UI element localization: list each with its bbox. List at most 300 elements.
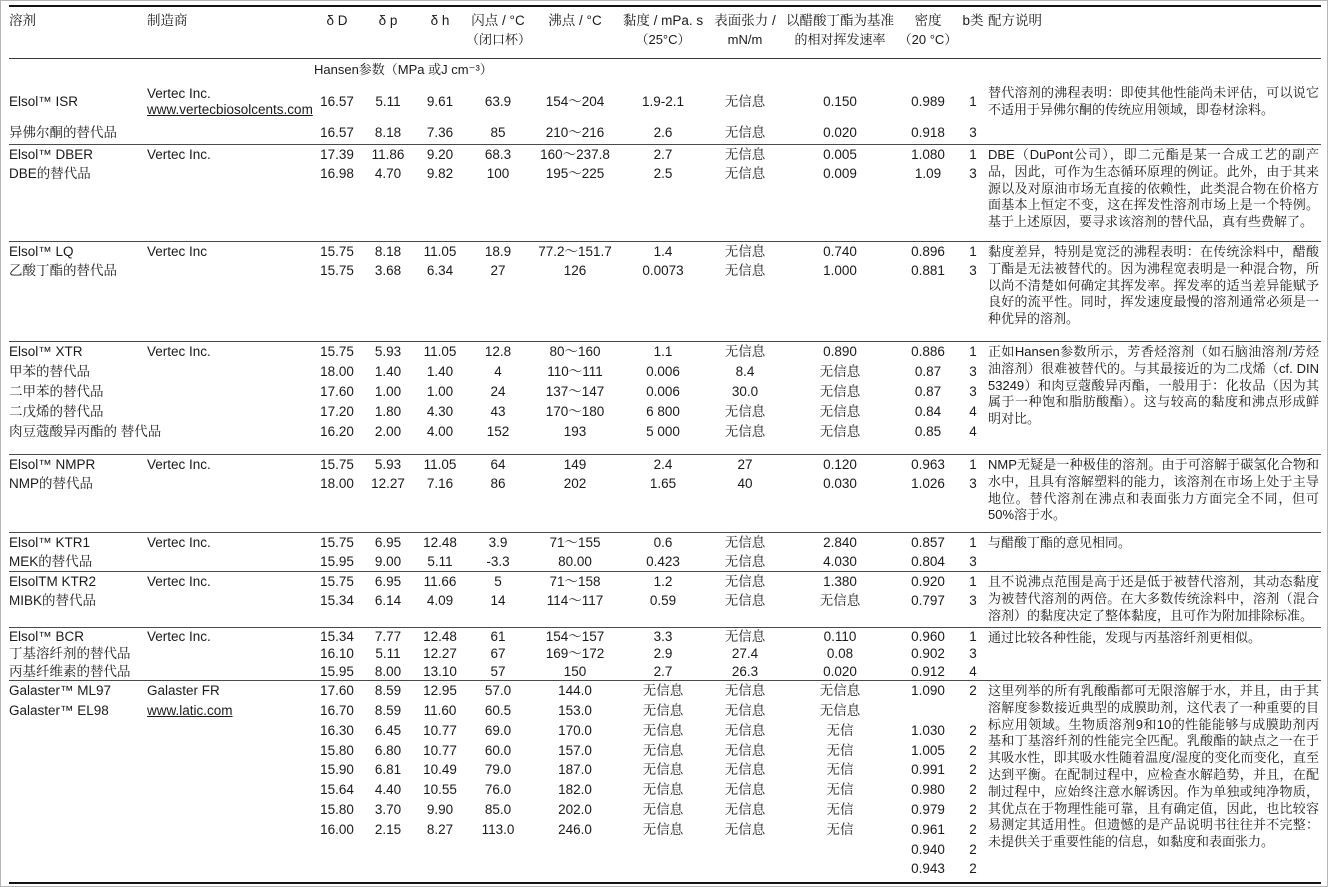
density: 0.989 bbox=[911, 94, 945, 110]
delta-p: 1.40 bbox=[374, 364, 402, 380]
boiling-point: 202.0 bbox=[558, 801, 592, 817]
flash-point: 3.9 bbox=[488, 534, 508, 550]
solvent-block bbox=[9, 681, 1321, 884]
delta-d: 15.75 bbox=[320, 263, 354, 279]
delta-d: 15.75 bbox=[320, 573, 354, 589]
density: 0.979 bbox=[911, 801, 945, 817]
table-body bbox=[9, 83, 1321, 884]
surface-tension: 无信息 bbox=[724, 534, 766, 550]
density: 0.87 bbox=[914, 364, 942, 380]
delta-p: 8.59 bbox=[374, 702, 402, 718]
delta-d: 17.60 bbox=[320, 683, 354, 699]
table-row bbox=[9, 572, 986, 592]
surface-tension: 无信息 bbox=[724, 801, 766, 817]
solvent-block bbox=[9, 572, 1321, 628]
density: 0.960 bbox=[911, 628, 945, 644]
flash-point: 113.0 bbox=[481, 821, 515, 837]
table-row bbox=[9, 533, 986, 553]
delta-d: 15.34 bbox=[320, 628, 354, 644]
delta-d: 16.70 bbox=[320, 702, 354, 718]
boiling-point: 110～111 bbox=[547, 364, 603, 380]
solvent-block-rows bbox=[9, 628, 986, 680]
table-row bbox=[9, 165, 986, 185]
table-row bbox=[9, 740, 986, 760]
delta-d: 16.57 bbox=[320, 125, 354, 141]
col-header-boiling-point: 沸点 / °C bbox=[548, 13, 602, 28]
surface-tension: 无信息 bbox=[724, 628, 766, 644]
surface-tension: 无信息 bbox=[724, 166, 766, 182]
solvent-name: 丁基溶纤剂的替代品 bbox=[9, 646, 131, 662]
b-class: 1 bbox=[969, 344, 977, 360]
delta-p: 8.18 bbox=[374, 243, 402, 259]
delta-d: 15.64 bbox=[320, 782, 354, 798]
delta-p: 2.15 bbox=[374, 821, 402, 837]
evaporation-rate: 0.890 bbox=[823, 344, 857, 360]
table-row bbox=[9, 422, 986, 442]
surface-tension: 无信息 bbox=[724, 404, 766, 420]
col-header-delta-h: δ h bbox=[430, 13, 450, 28]
delta-h: 4.00 bbox=[426, 424, 454, 440]
manufacturer bbox=[147, 703, 312, 719]
delta-p: 5.11 bbox=[375, 94, 401, 110]
table-row bbox=[9, 721, 986, 741]
delta-h: 6.34 bbox=[426, 263, 454, 279]
density: 0.980 bbox=[911, 782, 945, 798]
b-class: 2 bbox=[969, 801, 977, 817]
delta-h: 12.95 bbox=[423, 683, 457, 699]
b-class: 3 bbox=[969, 476, 977, 492]
delta-h: 4.30 bbox=[426, 404, 454, 420]
delta-h: 9.82 bbox=[426, 166, 454, 182]
col-header-surface-tension: 表面张力 / mN/m bbox=[714, 13, 776, 47]
solvent-name: 乙酸丁酯的替代品 bbox=[9, 263, 117, 279]
table-row bbox=[9, 402, 986, 422]
delta-h: 12.27 bbox=[423, 646, 457, 662]
manufacturer: Galaster FR bbox=[147, 683, 220, 699]
flash-point: 60.5 bbox=[484, 702, 512, 718]
solvent-name: Elsol™ BCR bbox=[9, 628, 85, 644]
evaporation-rate: 0.030 bbox=[823, 476, 857, 492]
solvent-name: Elsol™ XTR bbox=[9, 344, 83, 360]
boiling-point: 169～172 bbox=[545, 646, 605, 662]
table-row bbox=[9, 83, 986, 121]
solvent-name: Galaster™ ML97 bbox=[9, 683, 112, 699]
flash-point: 4 bbox=[494, 364, 502, 380]
solvent-block bbox=[9, 242, 1321, 342]
density: 0.857 bbox=[911, 534, 945, 550]
surface-tension: 无信息 bbox=[724, 742, 766, 758]
delta-p: 5.93 bbox=[374, 456, 402, 472]
hansen-parameters-subheader: Hansen参数（MPa 或J cm⁻³） bbox=[314, 62, 493, 77]
flash-point: 76.0 bbox=[484, 782, 512, 798]
b-class: 3 bbox=[969, 554, 977, 570]
evaporation-rate: 无信 bbox=[826, 821, 854, 837]
solvent-name: 甲苯的替代品 bbox=[9, 364, 90, 380]
b-class: 3 bbox=[969, 125, 977, 141]
boiling-point: 154～157 bbox=[545, 628, 605, 644]
b-class: 1 bbox=[969, 243, 977, 259]
b-class: 2 bbox=[969, 742, 977, 758]
manufacturer-url: www.vertecbiosolcents.com bbox=[147, 102, 313, 117]
boiling-point: 153.0 bbox=[558, 702, 592, 718]
delta-h: 7.16 bbox=[426, 476, 454, 492]
delta-p: 6.80 bbox=[374, 742, 402, 758]
delta-d: 18.00 bbox=[320, 364, 354, 380]
delta-h: 5.11 bbox=[427, 554, 453, 570]
formulation-note: 这里列举的所有乳酸酯都可无限溶解于水，并且，由于其溶解度参数接近典型的成膜助剂，这代表了一种重要的目标应用领域。生物质溶剂9和10的性能能够与成膜助剂丙基和丁基溶纤剂的性能完全匹配。乳酸酯的缺点之一在于其吸水性，即其吸水性随着温度/湿度的变化而变化，直至达到平衡。在配制过程中，应检查水解趋势，并且，在配制过程中，应始终注意水解诱因。作为单独或纯净物质，其优点在于物理性能可靠，且有确定值，因此，也比较容易测定其适用性。但遗憾的是产品说明书往往并不完整：未提供关于重要性能的信息，如黏度和表面张力。 bbox=[988, 683, 1319, 850]
boiling-point: 71～155 bbox=[549, 534, 601, 550]
delta-d: 15.95 bbox=[320, 554, 354, 570]
b-class: 2 bbox=[969, 722, 977, 738]
surface-tension: 30.0 bbox=[731, 384, 759, 400]
viscosity: 0.6 bbox=[653, 534, 673, 550]
table-row bbox=[9, 592, 986, 612]
delta-h: 10.77 bbox=[423, 722, 457, 738]
b-class: 1 bbox=[969, 94, 977, 110]
solvent-name: ElsolTM KTR2 bbox=[9, 573, 97, 589]
delta-d: 16.00 bbox=[320, 821, 354, 837]
delta-p: 11.86 bbox=[371, 146, 405, 162]
boiling-point: 77.2～151.7 bbox=[538, 243, 612, 259]
solvent-block-rows bbox=[9, 455, 986, 532]
density: 0.918 bbox=[911, 125, 945, 141]
table-row bbox=[9, 242, 986, 262]
flash-point: 57.0 bbox=[484, 683, 512, 699]
col-header-solvent: 溶剂 bbox=[9, 13, 36, 28]
surface-tension: 无信息 bbox=[724, 782, 766, 798]
delta-h: 12.48 bbox=[423, 534, 457, 550]
surface-tension: 无信息 bbox=[724, 683, 766, 699]
surface-tension: 27 bbox=[737, 456, 753, 472]
col-header-formulation-notes: 配方说明 bbox=[988, 13, 1042, 28]
flash-point: 60.0 bbox=[484, 742, 512, 758]
table-row bbox=[9, 701, 986, 721]
delta-d: 16.57 bbox=[320, 94, 354, 110]
delta-p: 1.80 bbox=[374, 404, 402, 420]
b-class: 4 bbox=[969, 663, 977, 679]
surface-tension: 无信息 bbox=[724, 702, 766, 718]
table-row bbox=[9, 859, 986, 879]
delta-p: 3.70 bbox=[374, 801, 402, 817]
evaporation-rate: 无信息 bbox=[819, 702, 861, 718]
delta-d: 17.60 bbox=[320, 384, 354, 400]
delta-d: 17.20 bbox=[320, 404, 354, 420]
density: 1.005 bbox=[911, 742, 945, 758]
viscosity: 0.59 bbox=[649, 593, 677, 609]
manufacturer: Vertec Inc. bbox=[147, 456, 211, 472]
viscosity: 无信息 bbox=[642, 742, 684, 758]
surface-tension: 无信息 bbox=[724, 593, 766, 609]
manufacturer: Vertec Inc. bbox=[147, 628, 211, 644]
flash-point: 86 bbox=[490, 476, 506, 492]
solvent-name: 肉豆蔻酸异丙酯的 替代品 bbox=[9, 424, 162, 440]
viscosity: 0.0073 bbox=[642, 263, 684, 279]
evaporation-rate: 无信息 bbox=[819, 404, 861, 420]
delta-d: 17.39 bbox=[320, 146, 354, 162]
density: 0.940 bbox=[911, 841, 945, 857]
density: 0.920 bbox=[911, 573, 945, 589]
evaporation-rate: 0.120 bbox=[823, 456, 857, 472]
delta-d: 15.34 bbox=[320, 593, 354, 609]
viscosity: 2.7 bbox=[653, 663, 673, 679]
flash-point: 67 bbox=[490, 646, 506, 662]
manufacturer: Vertec Inc. bbox=[147, 573, 211, 589]
delta-p: 1.00 bbox=[374, 384, 402, 400]
b-class: 1 bbox=[969, 456, 977, 472]
formulation-note: 替代溶剂的沸程表明：即使其他性能尚未评估，可以说它不适用于异佛尔酮的传统应用领域，即卷材涂料。 bbox=[988, 85, 1319, 117]
delta-p: 8.59 bbox=[374, 683, 402, 699]
solvent-name: Elsol™ DBER bbox=[9, 146, 94, 162]
boiling-point: 154～204 bbox=[545, 94, 605, 110]
formulation-note: 与醋酸丁酯的意见相同。 bbox=[988, 535, 1132, 550]
solvent-name: 二戊烯的替代品 bbox=[9, 404, 104, 420]
boiling-point: 170.0 bbox=[558, 722, 592, 738]
viscosity: 2.9 bbox=[653, 646, 673, 662]
table-header-row bbox=[9, 5, 1321, 59]
col-header-delta-p: δ p bbox=[378, 13, 398, 28]
b-class: 2 bbox=[969, 782, 977, 798]
delta-d: 15.75 bbox=[320, 243, 354, 259]
flash-point: 68.3 bbox=[484, 146, 512, 162]
delta-h: 1.40 bbox=[426, 364, 454, 380]
evaporation-rate: 0.740 bbox=[823, 243, 857, 259]
density: 0.902 bbox=[911, 646, 945, 662]
density: 1.09 bbox=[914, 166, 942, 182]
delta-p: 8.00 bbox=[374, 663, 402, 679]
solvent-name: 丙基纤维素的替代品 bbox=[9, 663, 131, 679]
viscosity: 无信息 bbox=[642, 762, 684, 778]
delta-h: 7.36 bbox=[426, 125, 454, 141]
boiling-point: 80～160 bbox=[549, 344, 601, 360]
flash-point: 100 bbox=[486, 166, 510, 182]
solvent-block-rows bbox=[9, 572, 986, 627]
viscosity: 无信息 bbox=[642, 722, 684, 738]
col-header-evaporation-rate: 以醋酸丁酯为基准 的相对挥发速率 bbox=[786, 13, 894, 47]
boiling-point: 144.0 bbox=[558, 683, 592, 699]
delta-h: 1.00 bbox=[426, 384, 454, 400]
delta-d: 15.75 bbox=[320, 534, 354, 550]
surface-tension: 26.3 bbox=[731, 663, 759, 679]
density: 1.030 bbox=[911, 722, 945, 738]
delta-h: 8.27 bbox=[426, 821, 454, 837]
table-row bbox=[9, 646, 986, 664]
delta-p: 3.68 bbox=[374, 263, 402, 279]
b-class: 1 bbox=[969, 534, 977, 550]
manufacturer: Vertec Inc. bbox=[147, 534, 211, 550]
b-class: 3 bbox=[969, 263, 977, 279]
formulation-note: DBE（DuPont公司），即二元酯是某一合成工艺的副产品，因此，可作为生态循环原理的例证。此外，由于其来源以及对原油市场无直接的依赖性，此类混合物在价格方面基本上恒定不变，这在挥发性溶剂市场上是一个特例。基于上述原因，要寻求该溶剂的替代品，真有些费解了。 bbox=[988, 147, 1319, 230]
flash-point: 12.8 bbox=[484, 344, 512, 360]
evaporation-rate: 2.840 bbox=[823, 534, 857, 550]
col-header-manufacturer: 制造商 bbox=[147, 13, 188, 28]
flash-point: 14 bbox=[490, 593, 506, 609]
surface-tension: 无信息 bbox=[724, 344, 766, 360]
flash-point: 69.0 bbox=[484, 722, 512, 738]
boiling-point: 157.0 bbox=[558, 742, 592, 758]
col-header-delta-d: δ D bbox=[326, 13, 348, 28]
solvent-name: NMP的替代品 bbox=[9, 476, 93, 492]
evaporation-rate: 0.150 bbox=[823, 94, 857, 110]
manufacturer: Vertec Inc. bbox=[147, 146, 211, 162]
solvent-name: DBE的替代品 bbox=[9, 166, 91, 182]
evaporation-rate: 无信 bbox=[826, 762, 854, 778]
density: 0.881 bbox=[911, 263, 945, 279]
b-class: 3 bbox=[969, 384, 977, 400]
surface-tension: 无信息 bbox=[724, 125, 766, 141]
viscosity: 无信息 bbox=[642, 782, 684, 798]
surface-tension: 无信息 bbox=[724, 722, 766, 738]
flash-point: -3.3 bbox=[486, 554, 510, 570]
flash-point: 18.9 bbox=[484, 243, 512, 259]
evaporation-rate: 1.380 bbox=[823, 573, 857, 589]
delta-h: 9.20 bbox=[426, 146, 454, 162]
manufacturer: Vertec Inc. www.vertecbiosolcents.com bbox=[147, 86, 313, 117]
solvent-name: 二甲苯的替代品 bbox=[9, 384, 104, 400]
delta-p: 5.93 bbox=[374, 344, 402, 360]
solvent-block bbox=[9, 628, 1321, 681]
flash-point: 152 bbox=[486, 424, 510, 440]
delta-d: 16.98 bbox=[320, 166, 354, 182]
density: 1.080 bbox=[911, 146, 945, 162]
surface-tension: 无信息 bbox=[724, 821, 766, 837]
delta-p: 6.45 bbox=[374, 722, 402, 738]
surface-tension: 27.4 bbox=[731, 646, 759, 662]
delta-p: 6.81 bbox=[374, 762, 402, 778]
evaporation-rate: 0.110 bbox=[823, 628, 857, 644]
density: 0.963 bbox=[911, 456, 945, 472]
delta-h: 10.49 bbox=[423, 762, 457, 778]
b-class: 2 bbox=[969, 841, 977, 857]
viscosity: 2.7 bbox=[653, 146, 673, 162]
density: 0.87 bbox=[914, 384, 942, 400]
table-row bbox=[9, 820, 986, 840]
viscosity: 0.423 bbox=[646, 554, 680, 570]
table-row bbox=[9, 681, 986, 701]
col-header-flash-point: 闪点 / °C （闭口杯） bbox=[466, 13, 532, 47]
surface-tension: 无信息 bbox=[724, 263, 766, 279]
table-row bbox=[9, 382, 986, 402]
evaporation-rate: 4.030 bbox=[823, 554, 857, 570]
viscosity: 1.2 bbox=[653, 573, 673, 589]
flash-point: 27 bbox=[490, 263, 506, 279]
viscosity: 6 800 bbox=[646, 404, 680, 420]
formulation-note: 正如Hansen参数所示，芳香烃溶剂（如石脑油溶剂/芳烃油溶剂）很难被替代的。与其最接近的为二戊烯（cf. DIN 53249）和肉豆蔻酸异丙酯，一般用于：化妆品（因为其属于一种饱和脂肪酸酯）。这与较高的黏度和沸点形成鲜明对比。 bbox=[988, 344, 1319, 427]
viscosity: 5 000 bbox=[646, 424, 680, 440]
evaporation-rate: 0.005 bbox=[823, 146, 857, 162]
delta-p: 12.27 bbox=[371, 476, 405, 492]
solvent-name: MIBK的替代品 bbox=[9, 593, 97, 609]
b-class: 1 bbox=[969, 573, 977, 589]
boiling-point: 246.0 bbox=[558, 821, 592, 837]
delta-p: 4.70 bbox=[374, 166, 402, 182]
viscosity: 1.1 bbox=[653, 344, 673, 360]
delta-p: 8.18 bbox=[374, 125, 402, 141]
delta-h: 4.09 bbox=[426, 593, 454, 609]
delta-d: 15.80 bbox=[320, 742, 354, 758]
formulation-note: 通过比较各种性能，发现与丙基溶纤剂更相似。 bbox=[988, 630, 1262, 645]
b-class: 3 bbox=[969, 166, 977, 182]
viscosity: 1.4 bbox=[653, 243, 673, 259]
delta-p: 5.11 bbox=[375, 646, 401, 662]
viscosity: 1.9-2.1 bbox=[641, 94, 685, 110]
density: 0.912 bbox=[911, 663, 945, 679]
boiling-point: 170～180 bbox=[545, 404, 605, 420]
viscosity: 2.6 bbox=[653, 125, 673, 141]
solvent-block bbox=[9, 342, 1321, 455]
evaporation-rate: 0.020 bbox=[823, 663, 857, 679]
evaporation-rate: 无信息 bbox=[819, 593, 861, 609]
col-header-viscosity: 黏度 / mPa. s （25°C） bbox=[622, 13, 704, 47]
density: 0.961 bbox=[911, 821, 945, 837]
table-row bbox=[9, 839, 986, 859]
boiling-point: 193 bbox=[563, 424, 587, 440]
delta-d: 15.90 bbox=[320, 762, 354, 778]
solvent-block-rows bbox=[9, 242, 986, 341]
density: 0.991 bbox=[911, 762, 945, 778]
flash-point: 85 bbox=[490, 125, 506, 141]
delta-h: 11.05 bbox=[423, 456, 457, 472]
solvent-name: MEK的替代品 bbox=[9, 554, 93, 570]
table-row bbox=[9, 145, 986, 165]
delta-h: 11.05 bbox=[423, 243, 457, 259]
table-row bbox=[9, 780, 986, 800]
solvent-name: 异佛尔酮的替代品 bbox=[9, 125, 117, 141]
viscosity: 2.4 bbox=[653, 456, 673, 472]
delta-h: 12.48 bbox=[423, 628, 457, 644]
boiling-point: 160～237.8 bbox=[540, 146, 610, 162]
flash-point: 61 bbox=[490, 628, 506, 644]
boiling-point: 210～216 bbox=[545, 125, 605, 141]
col-header-density: 密度 （20 °C） bbox=[898, 13, 958, 47]
flash-point: 57 bbox=[490, 663, 506, 679]
b-class: 4 bbox=[969, 424, 977, 440]
delta-p: 6.95 bbox=[374, 534, 402, 550]
evaporation-rate: 1.000 bbox=[823, 263, 857, 279]
delta-p: 2.00 bbox=[374, 424, 402, 440]
evaporation-rate: 无信息 bbox=[819, 364, 861, 380]
b-class: 1 bbox=[969, 628, 977, 644]
col-header-b-class: b类 bbox=[962, 13, 984, 28]
viscosity: 2.5 bbox=[653, 166, 673, 182]
delta-d: 16.20 bbox=[320, 424, 354, 440]
density: 0.886 bbox=[911, 344, 945, 360]
density: 0.943 bbox=[911, 861, 945, 877]
delta-p: 4.40 bbox=[374, 782, 402, 798]
viscosity: 0.006 bbox=[646, 384, 680, 400]
formulation-note: 且不说沸点范围是高于还是低于被替代溶剂，其动态黏度为被替代溶剂的两倍。在大多数传统涂料中，溶剂（混合溶剂）的黏度决定了整体黏度，且可作为附加排除标准。 bbox=[988, 574, 1319, 623]
table-row bbox=[9, 628, 986, 646]
delta-h: 10.55 bbox=[423, 782, 457, 798]
b-class: 4 bbox=[969, 404, 977, 420]
boiling-point: 149 bbox=[563, 456, 587, 472]
surface-tension: 无信息 bbox=[724, 424, 766, 440]
evaporation-rate: 无信息 bbox=[819, 424, 861, 440]
viscosity: 无信息 bbox=[642, 801, 684, 817]
surface-tension: 无信息 bbox=[724, 94, 766, 110]
table-row bbox=[9, 342, 986, 362]
manufacturer-url: www.latic.com bbox=[147, 702, 233, 718]
evaporation-rate: 无信 bbox=[826, 782, 854, 798]
delta-d: 16.30 bbox=[320, 722, 354, 738]
table-row bbox=[9, 262, 986, 282]
boiling-point: 182.0 bbox=[558, 782, 592, 798]
b-class: 2 bbox=[969, 821, 977, 837]
formulation-note: 黏度差异，特别是宽泛的沸程表明：在传统涂料中，醋酸丁酯是无法被替代的。因为沸程宽表明是一种混合物，所以尚不清楚如何确定其挥发率。挥发率的适当差异能赋予良好的流平性。同时，挥发速度最慢的溶剂通常必须是一种优异的溶剂。 bbox=[988, 244, 1319, 327]
flash-point: 85.0 bbox=[484, 801, 512, 817]
density: 0.85 bbox=[914, 424, 942, 440]
evaporation-rate: 无信息 bbox=[819, 384, 861, 400]
table-row bbox=[9, 553, 986, 573]
